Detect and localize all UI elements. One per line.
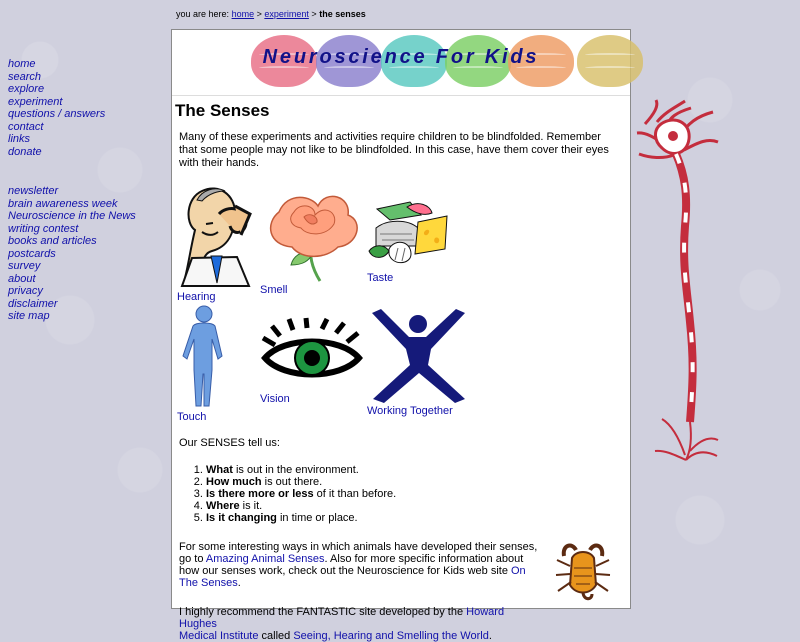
nav-newsletter-link[interactable]: newsletter <box>8 185 59 197</box>
nav-donate-link[interactable]: donate <box>8 145 42 158</box>
hearing-link[interactable] <box>177 183 257 303</box>
neuron-icon <box>637 100 719 560</box>
paragraph-text: called <box>258 630 294 642</box>
breadcrumb <box>176 9 366 19</box>
smell-label: Smell <box>260 284 288 296</box>
nav-neuroscience-news-link[interactable]: Neuroscience in the News <box>8 210 136 222</box>
touch-link[interactable] <box>177 304 237 424</box>
list-item-text: is out there. <box>261 476 323 488</box>
senses-list <box>179 464 621 524</box>
list-item <box>206 488 621 500</box>
nav-experiment-link[interactable]: experiment <box>8 95 63 108</box>
list-item-strong: What <box>206 464 233 476</box>
medical-institute-link[interactable]: Medical Institute <box>179 630 259 642</box>
nav-writing-contest-link[interactable]: writing contest <box>8 222 79 235</box>
site-banner <box>172 30 630 96</box>
breadcrumb-home-link[interactable]: home <box>231 9 255 19</box>
scorpion-icon <box>554 540 612 602</box>
nav-postcards-link[interactable]: postcards <box>8 247 56 260</box>
howard-hughes-link[interactable]: Howard Hughes <box>179 606 505 630</box>
paragraph-text: . Also for more specific information about how our senses work, check out the Neuroscience for Kids web site <box>179 553 524 577</box>
working-together-label: Working Together <box>367 405 453 417</box>
vision-label: Vision <box>260 393 290 405</box>
list-item-strong: Is it changing <box>206 512 277 524</box>
rose-icon <box>260 188 365 282</box>
nav-books-articles-link[interactable]: books and articles <box>8 235 97 247</box>
list-item-text: of it than before. <box>313 488 397 500</box>
list-item-text: is it. <box>239 500 263 512</box>
breadcrumb-current-page: the senses <box>319 9 366 19</box>
blindfold-instructions: Many of these experiments and activities require children to be blindfolded. Remember that some people may not like to be blindfolded. In this case, have them cover their eyes with their hands. <box>179 131 609 169</box>
list-item <box>206 476 621 488</box>
page-title: The Senses <box>175 101 270 120</box>
vision-link[interactable] <box>260 318 370 408</box>
animal-senses-paragraph <box>179 541 541 589</box>
hearing-label: Hearing <box>177 291 216 303</box>
left-navigation <box>8 58 158 350</box>
main-content-panel <box>171 29 631 642</box>
list-item <box>206 464 621 476</box>
nav-disclaimer-link[interactable]: disclaimer <box>8 297 58 310</box>
list-item-text: in time or place. <box>276 512 358 524</box>
paragraph-text: . <box>488 630 492 642</box>
touch-label: Touch <box>177 411 207 423</box>
nav-questions-answers-link[interactable]: questions / answers <box>8 108 106 120</box>
taste-label: Taste <box>367 272 394 284</box>
person-jumping-icon <box>367 309 471 403</box>
breadcrumb-separator: > <box>256 9 262 19</box>
nav-explore-link[interactable]: explore <box>8 83 45 95</box>
ear-listening-man-icon <box>177 183 256 287</box>
seeing-hearing-smelling-link[interactable]: Seeing, Hearing and Smelling the World <box>293 630 489 642</box>
food-icon <box>367 198 451 268</box>
working-together-link[interactable] <box>367 309 477 421</box>
list-item-text: is out in the environment. <box>232 464 359 476</box>
nav-site-map-link[interactable]: site map <box>8 310 50 322</box>
primary-navigation <box>8 58 158 158</box>
breadcrumb-experiment-link[interactable]: experiment <box>264 9 309 19</box>
nav-about-link[interactable]: about <box>8 272 36 285</box>
nav-home-link[interactable]: home <box>8 58 36 70</box>
nav-privacy-link[interactable]: privacy <box>8 285 43 297</box>
recommended-site-paragraph <box>179 606 541 642</box>
list-item <box>206 500 621 512</box>
senses-intro-text: Our SENSES tell us: <box>179 437 280 449</box>
paragraph-text: . <box>237 577 241 589</box>
secondary-navigation <box>8 185 158 323</box>
eye-icon <box>260 318 364 390</box>
nav-contact-link[interactable]: contact <box>8 120 44 133</box>
breadcrumb-separator: > <box>311 9 317 19</box>
nav-search-link[interactable]: search <box>8 70 42 83</box>
nav-survey-link[interactable]: survey <box>8 260 41 272</box>
taste-link[interactable] <box>367 198 452 283</box>
list-item-strong: How much <box>206 476 262 488</box>
amazing-animal-senses-link[interactable]: Amazing Animal Senses <box>205 553 325 565</box>
human-body-icon <box>177 304 231 408</box>
breadcrumb-prefix: you are here: <box>176 9 230 19</box>
site-title: Neuroscience For Kids <box>262 46 540 68</box>
smell-link[interactable] <box>260 188 366 300</box>
nav-brain-awareness-week-link[interactable]: brain awareness week <box>8 197 118 210</box>
paragraph-text: For some interesting ways in which animals have developed their senses, go to <box>179 541 538 565</box>
list-item-strong: Is there more or less <box>206 488 314 500</box>
list-item <box>206 512 621 524</box>
nav-links-link[interactable]: links <box>8 133 31 145</box>
on-the-senses-link[interactable]: On The Senses <box>179 565 526 589</box>
paragraph-text: I highly recommend the FANTASTIC site developed by the <box>179 606 467 618</box>
list-item-strong: Where <box>206 500 240 512</box>
